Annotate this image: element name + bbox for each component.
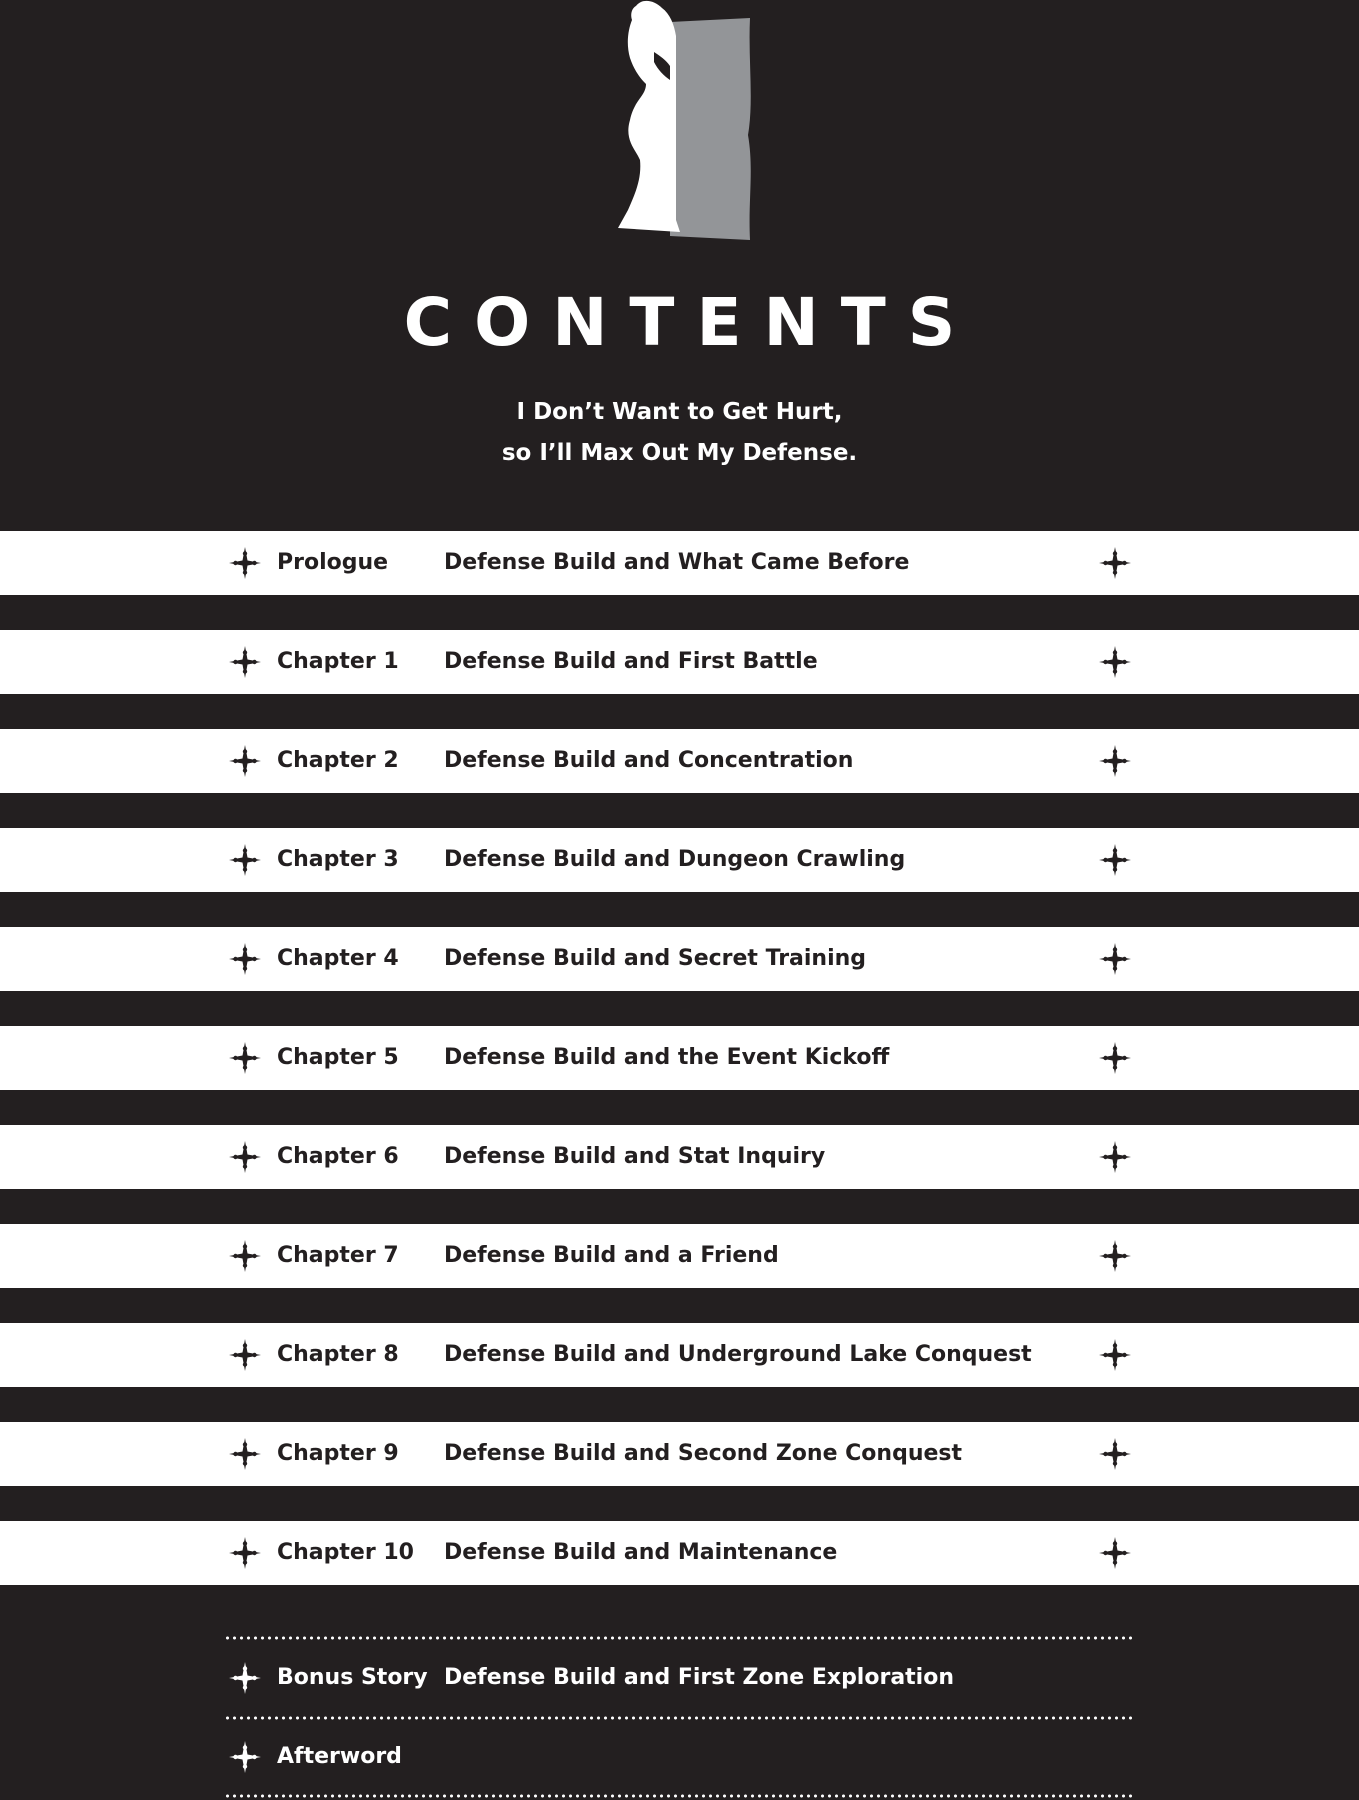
entry-title: Defense Build and First Zone Exploration [444,1665,954,1690]
ornament-icon [1097,644,1133,680]
entry-title: Defense Build and Concentration [444,748,854,773]
ornament-icon [227,1238,263,1274]
ornament-icon [227,842,263,878]
ornament-icon [1097,545,1133,581]
toc-entry-chapter-5[interactable] [0,1026,1359,1090]
entry-label: Chapter 6 [277,1144,399,1169]
ornament-icon [227,545,263,581]
ornament-icon [1097,1238,1133,1274]
entry-label: Afterword [277,1744,402,1769]
toc-entry-chapter-1[interactable] [0,630,1359,694]
entry-label: Chapter 10 [277,1540,414,1565]
dotted-divider [224,1794,1136,1798]
ornament-icon [227,644,263,680]
ornament-icon [227,1660,263,1696]
ornament-icon [1097,842,1133,878]
ornament-icon [227,743,263,779]
ornament-icon [1097,743,1133,779]
entry-title: Defense Build and Secret Training [444,946,867,971]
ornament-icon [227,1139,263,1175]
toc-entry-afterword[interactable] [0,1729,1359,1785]
toc-entry-chapter-6[interactable] [0,1125,1359,1189]
ornament-icon [1097,1139,1133,1175]
dotted-divider [224,1636,1136,1640]
entry-label: Prologue [277,550,389,575]
ornament-icon [1097,1040,1133,1076]
entry-title: Defense Build and What Came Before [444,550,910,575]
entry-title: Defense Build and the Event Kickoff [444,1045,890,1070]
ornament-icon [1097,941,1133,977]
ornament-icon [227,1040,263,1076]
toc-entry-chapter-7[interactable] [0,1224,1359,1288]
toc-entry-chapter-4[interactable] [0,927,1359,991]
dotted-divider [224,1716,1136,1720]
page-title: CONTENTS [403,284,978,361]
entry-label: Chapter 1 [277,649,399,674]
entry-label: Chapter 4 [277,946,399,971]
toc-entry-chapter-3[interactable] [0,828,1359,892]
entry-title: Defense Build and a Friend [444,1243,779,1268]
entry-title: Defense Build and Stat Inquiry [444,1144,826,1169]
toc-entry-bonus-story[interactable] [0,1650,1359,1706]
ornament-icon [1097,1337,1133,1373]
ornament-icon [227,1739,263,1775]
entry-label: Chapter 7 [277,1243,399,1268]
toc-entry-chapter-8[interactable] [0,1323,1359,1387]
ornament-icon [227,1337,263,1373]
ornament-icon [227,941,263,977]
entry-label: Bonus Story [277,1665,428,1690]
toc-entry-chapter-10[interactable] [0,1521,1359,1585]
entry-label: Chapter 3 [277,847,399,872]
entry-title: Defense Build and Maintenance [444,1540,838,1565]
entry-label: Chapter 8 [277,1342,399,1367]
toc-entry-chapter-2[interactable] [0,729,1359,793]
entry-label: Chapter 9 [277,1441,399,1466]
book-subtitle-line-2: so I’ll Max Out My Defense. [501,440,858,466]
ornament-icon [227,1436,263,1472]
entry-title: Defense Build and Dungeon Crawling [444,847,906,872]
toc-entry-chapter-9[interactable] [0,1422,1359,1486]
book-subtitle-line-1: I Don’t Want to Get Hurt, [516,399,843,425]
entry-label: Chapter 5 [277,1045,399,1070]
entry-title: Defense Build and Underground Lake Conquest [444,1342,1032,1367]
girl-shield-emblem [590,0,760,245]
entry-title: Defense Build and First Battle [444,649,818,674]
ornament-icon [227,1535,263,1571]
ornament-icon [1097,1436,1133,1472]
entry-title: Defense Build and Second Zone Conquest [444,1441,963,1466]
toc-entry-prologue[interactable] [0,531,1359,595]
entry-label: Chapter 2 [277,748,399,773]
ornament-icon [1097,1535,1133,1571]
